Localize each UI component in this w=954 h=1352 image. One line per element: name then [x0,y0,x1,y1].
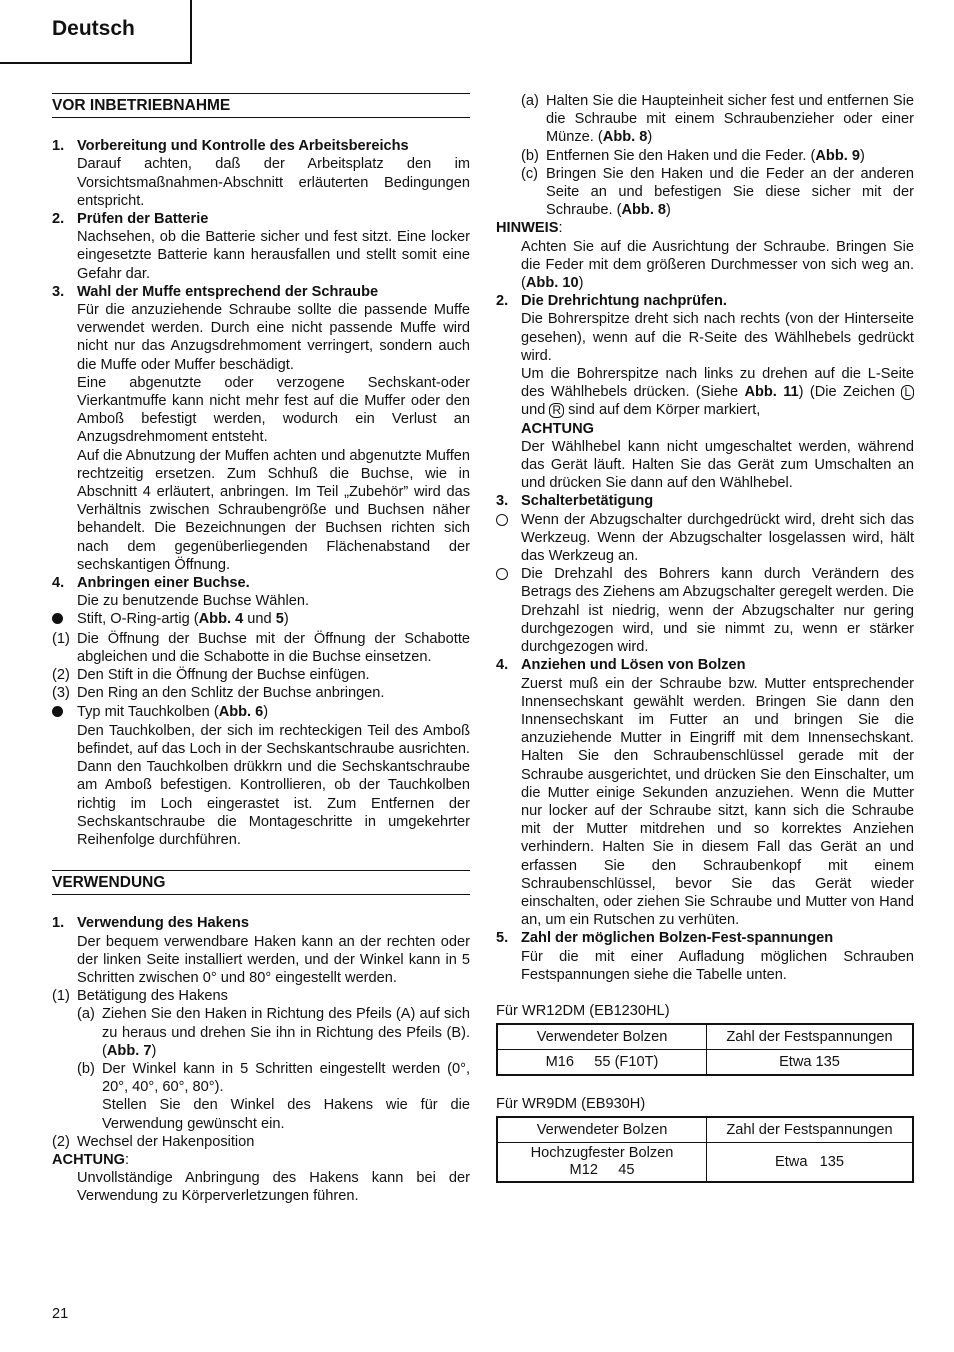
sub-step-item: (a) Ziehen Sie den Haken in Richtung des Pfeils (A) auf sich zu heraus und drehen Sie ihn in Richtung des Pfeils (B). (Abb. 7) [77,1006,470,1059]
warning-heading: ACHTUNG [521,420,594,437]
table-row [497,1117,913,1143]
note-heading: HINWEIS: [496,220,563,237]
step-item: (1) Die Öffnung der Buchse mit der Öffnung der Schabotte abgleichen und die Schabotte in die Buchse einsetzen. [52,630,470,665]
table-header-cell: Verwendeter Bolzen [497,1024,707,1050]
bullet-item: Typ mit Tauchkolben (Abb. 6) [52,703,470,722]
table-row [497,1143,913,1183]
table-row [497,1024,913,1050]
language-label: Deutsch [52,17,135,40]
item-body: Um die Bohrerspitze nach links zu drehen auf die L-Seite des Wählhebels drücken. (Siehe Abb. 11) (Die Zeichen L und R sind auf dem Körper markiert, [521,366,914,419]
step-item: (1) Betätigung des Hakens [52,988,228,1005]
item-body: Stellen Sie den Winkel des Hakens wie für die Verwendung gewünscht ein. [102,1097,470,1132]
sub-step-item: (a) Halten Sie die Haupteinheit sicher fest und entfernen Sie die Schraube mit einem Schraubenzieher oder einer Münze. (Abb. 8) [521,93,914,146]
item-body: Darauf achten, daß der Arbeitsplatz den im Vorsichtsmaßnahmen-Abschnitt erläuterten Bedingungen entspricht. [77,156,470,209]
bolt-table-wr12dm [496,1023,914,1076]
step-item: (3) Den Ring an den Schlitz der Buchse anbringen. [52,685,385,702]
item-body: Eine abgenutzte oder verzogene Sechskant-oder Vierkantmuffe kann nicht mehr fest auf die Muffer oder den Amboß befestigt werden, wodurch ein Verlust an Anzugsdrehmoment entsteht. [77,374,470,446]
bolt-table-wr9dm [496,1116,914,1183]
item-heading: Zahl der möglichen Bolzen-Fest-spannungen [521,930,834,947]
item-body: Auf die Abnutzung der Muffen achten und abgenutzte Muffen rechtzeitig ersetzen. Zum Schhuß die Buchse, wie in Abschnitt 4 erläutert, anbringen. Im Teil „Zubehör” wird das Verhältnis zwischen Schraubengröße und Buchsen näher behandelt. Die Bezeichnungen der Buchsen richten sich nach dem gegenüberliegenden Flächenabstand der sechskantigen Öffnung. [77,447,470,573]
table-header-cell: Zahl der Festspannungen [707,1024,914,1050]
table-label: Für WR12DM (EB1230HL) [496,1002,670,1019]
item-heading: Verwendung des Hakens [77,915,249,932]
table-label: Für WR9DM (EB930H) [496,1096,646,1113]
item-heading: Schalterbetätigung [521,493,654,510]
circle-bullet-item: Die Drehzahl des Bohrers kann durch Verändern des Betrags des Ziehens am Abzugschalter geregelt werden. Die Drehzahl ist niedrig, wenn der Abzugschalter nur gering durchgezogen wird, und sie nimmt zu, wenn er stärker durchgezogen wird. [496,565,914,656]
bullet-item: Stift, O-Ring-artig (Abb. 4 und 5) [52,610,470,629]
item-heading: Wahl der Muffe entsprechend der Schraube [77,283,379,300]
table-cell: M16 55 (F10T) [497,1050,707,1076]
section-heading-vor-inbetriebnahme: VOR INBETRIEBNAHME [52,93,470,118]
step-item: (2) Den Stift in die Öffnung der Buchse einfügen. [52,667,370,684]
item-heading: Anziehen und Lösen von Bolzen [521,657,746,674]
step-item: (2) Wechsel der Hakenposition [52,1133,255,1150]
table-header-cell: Zahl der Festspannungen [707,1117,914,1143]
list-item: 2. Die Drehrichtung nachprüfen. Die Bohrerspitze dreht sich nach rechts (von der Hinterseite gesehen), wenn auf die R-Seite des Wählhebels gedrückt wird. Um die Bohrerspitze nach links zu drehen auf die L-Seite des Wählhebels drücken. (Siehe Abb. 11) (Die Zeichen L und R sind auf dem Körper markiert, ACHTUNG Der Wählhebel kann nicht umgeschaltet werden, während das Gerät läuft. Halten Sie das Gerät zum Umschalten an und drücken Sie dann auf den Wählhebel. [496,293,914,492]
item-body: Für die anzuziehende Schraube sollte die passende Muffe verwendet werden. Durch eine nicht passende Muffe wird nicht nur das Anzugsdrehmoment verringert, sondern auch die Muffe oder Muffer beschädigt. [77,302,470,373]
list-item: 2. Prüfen der Batterie Nachsehen, ob die Batterie sicher und fest sitzt. Eine locker eingesetzte Batterie kann herausfallen und stellt somit eine Gefahr dar. [52,211,470,282]
warning-body: Der Wählhebel kann nicht umgeschaltet werden, während das Gerät läuft. Halten Sie das Gerät zum Umschalten an und drücken Sie dann auf den Wählhebel. [521,438,914,492]
circle-bullet-icon [496,568,508,580]
note-body: Achten Sie auf die Ausrichtung der Schraube. Bringen Sie die Feder mit dem größeren Durchmesser von sich weg an. (Abb. 10) [521,238,914,292]
item-body: Nachsehen, ob die Batterie sicher und fest sitzt. Eine locker eingesetzte Batterie kann herausfallen und stellt somit eine Gefahr dar. [77,229,470,282]
item-body: Die zu benutzende Buchse Wählen. [77,593,310,610]
language-tab [0,0,192,64]
item-body: Den Tauchkolben, der sich im rechteckigen Teil des Amboß befindet, auf das Loch in der Sechskantschraube ausrichten. Dann den Tauchkolben drükkrn und die Sechskantschraube am Amboß befestigen. Kontrollieren, ob der Tauchkolben richtig im Loch eingerastet ist. Zum Entfernen der Sechskantschraube die Montageschritte in umgekehrter Reihenfolge durchführen. [77,722,470,848]
sub-step-item: (b) Entfernen Sie den Haken und die Feder. (Abb. 9) [521,147,865,164]
page-number: 21 [52,1306,69,1322]
section-heading-verwendung: VERWENDUNG [52,870,470,895]
circle-bullet-icon [496,514,508,526]
item-body: Der bequem verwendbare Haken kann an der rechten oder der linken Seite installiert werden, und der Winkel kann in 5 Schritten zwischen 0° und 80° eingestellt werden. [77,933,470,986]
sub-step-item: (c) Bringen Sie den Haken und die Feder an der anderen Seite an und befestigen Sie diese sicher mit der Schraube. (Abb. 8) [521,165,914,219]
right-column [496,92,914,1183]
circle-bullet-item: Wenn der Abzugschalter durchgedrückt wird, dreht sich das Werkzeug. Wenn der Abzugschalter losgelassen wird, hält das Werkzeug an. [496,511,914,566]
item-body: Die Bohrerspitze dreht sich nach rechts (von der Hinterseite gesehen), wenn auf die R-Seite des Wählhebels gedrückt wird. [521,311,914,364]
warning-body: Unvollständige Anbringung des Hakens kann bei der Verwendung zu Körperverletzungen führen. [77,1170,470,1205]
bullet-icon [52,613,63,624]
table-cell: Etwa 135 [707,1050,914,1076]
list-item: 3. Schalterbetätigung [496,492,914,510]
list-item: 3. Wahl der Muffe entsprechend der Schraube Für die anzuziehende Schraube sollte die passende Muffe verwendet werden. Durch eine nicht passende Muffe wird nicht nur das Anzugsdrehmoment verringert, sondern auch die Muffe oder Muffer beschädigt. Eine abgenutzte oder verzogene Sechskant-oder Vierkantmuffe kann nicht mehr fest auf die Muffer oder den Amboß befestigt werden, wodurch ein Verlust an Anzugsdrehmoment entsteht. Auf die Abnutzung der Muffen achten und abgenutzte Muffen rechtzeitig ersetzen. Zum Schhuß die Buchse, wie in Abschnitt 4 erläutert, anbringen. Im Teil „Zubehör” wird das Verhältnis zwischen Schraubengröße und Buchsen näher behandelt. Die Bezeichnungen der Buchsen richten sich nach dem gegenüberliegenden Flächenabstand der sechskantigen Öffnung. [52,283,470,573]
table-cell: Etwa 135 [707,1143,914,1183]
list-item: 1. Verwendung des Hakens Der bequem verwendbare Haken kann an der rechten oder der linken Seite installiert werden, und der Winkel kann in 5 Schritten zwischen 0° und 80° eingestellt werden. [52,915,470,986]
table-row [497,1050,913,1076]
list-item: 4. Anziehen und Lösen von Bolzen Zuerst muß ein der Schraube bzw. Mutter entsprechender Innensechskant gewählt werden. Bringen Sie dann den Innensechskant im Futter an und bringen Sie die anzuziehende Mutter in Eingriff mit dem Innensechskant. Halten Sie den Schraubenschlüssel gerade mit der Schraube ausgerichtet, und drücken Sie den Einschalter, um die Mutter einige Sekunden anzuziehen. Wenn die Mutter nur locker auf der Schraube sitzt, kann sich die Schraube mit der Mutter mitdrehen und so korrektes Anziehen verhindern. Halten Sie in diesem Fall das Gerät an und erfassen Sie den Schraubenkopf mit einem Schraubenschlüssel, bevor Sie das Gerät wieder einschalten, oder ziehen Sie Schraube und Mutter von Hand an, um ein Rutschen zu verhüten. [496,657,914,929]
bullet-icon [52,706,63,717]
warning-heading: ACHTUNG: [52,1151,130,1168]
table-header-cell: Verwendeter Bolzen [497,1117,707,1143]
item-body: Für die mit einer Aufladung möglichen Schrauben Festspannungen siehe die Tabelle unten. [521,948,914,983]
item-heading: Die Drehrichtung nachprüfen. [521,293,727,310]
item-body: Zuerst muß ein der Schraube bzw. Mutter entsprechender Innensechskant gewählt werden. Bringen Sie dann den Innensechskant im Futter an und bringen Sie die anzuziehende Mutter in Eingriff mit dem Innensechskant. Halten Sie den Schraubenschlüssel gerade mit der Schraube ausgerichtet, und drücken Sie den Einschalter, um die Mutter einige Sekunden anzuziehen. Wenn die Mutter nur locker auf der Schraube sitzt, kann sich die Schraube mit der Mutter mitdrehen und so korrektes Anziehen verhindern. Halten Sie in diesem Fall das Gerät an und erfassen Sie den Schraubenkopf mit einem Schraubenschlüssel, bevor Sie das Gerät wieder einschalten, oder ziehen Sie Schraube und Mutter von Hand an, um ein Rutschen zu verhüten. [521,675,914,929]
l-key-icon: L [901,385,914,400]
item-heading: Prüfen der Batterie [77,211,209,228]
table-cell: Hochzugfester Bolzen M12 45 [497,1143,707,1183]
list-item: 5. Zahl der möglichen Bolzen-Fest-spannungen Für die mit einer Aufladung möglichen Schrauben Festspannungen siehe die Tabelle unten. [496,930,914,983]
item-heading: Anbringen einer Buchse. [77,575,250,592]
sub-step-item: (b) Der Winkel kann in 5 Schritten eingestellt werden (0°, 20°, 40°, 60°, 80°). [77,1060,470,1096]
item-heading: Vorbereitung und Kontrolle des Arbeitsbereichs [77,138,409,155]
r-key-icon: R [549,403,564,418]
left-column [52,93,470,1206]
list-item: 4. Anbringen einer Buchse. Die zu benutzende Buchse Wählen. [52,574,470,610]
list-item: 1. Vorbereitung und Kontrolle des Arbeitsbereichs Darauf achten, daß der Arbeitsplatz den im Vorsichtsmaßnahmen-Abschnitt erläuterten Bedingungen entspricht. [52,138,470,209]
